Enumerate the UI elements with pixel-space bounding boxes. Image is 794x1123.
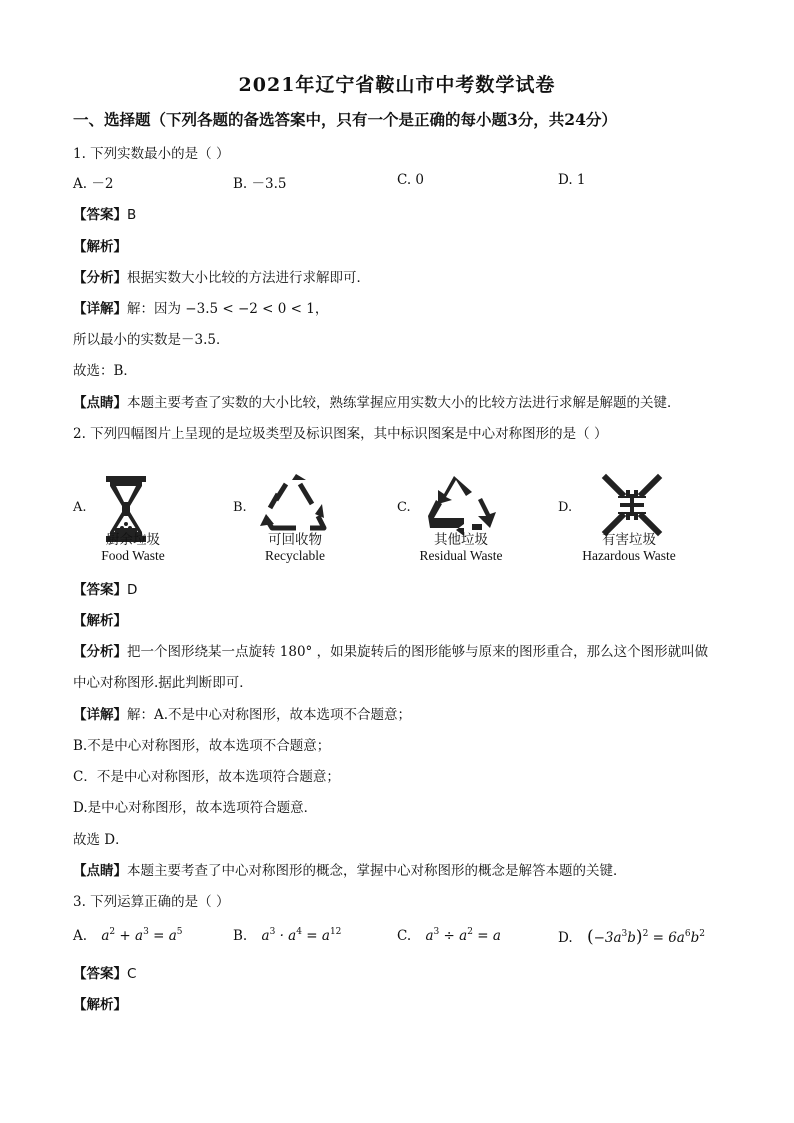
q1-answer bbox=[73, 203, 136, 223]
q2-fenxi-cont: 中心对称图形.据此判断即可． bbox=[73, 675, 253, 691]
q2-dianjing bbox=[73, 859, 627, 879]
q2-fig-c-cn: 其他垃圾 bbox=[434, 532, 488, 548]
q2-fenxi bbox=[73, 640, 708, 660]
fenxi-tag: 【分析】 bbox=[73, 270, 127, 286]
formula: $a^2 + a^3 = a^5$ bbox=[101, 927, 183, 944]
xiangjie-text: 解：A.不是中心对称图形，故本选项不合题意； bbox=[127, 707, 412, 723]
answer-tag: 【答案】 bbox=[73, 966, 127, 982]
page-title: 2021年辽宁省鞍山市中考数学试卷 bbox=[238, 74, 556, 96]
q2-line-c: C．不是中心对称图形，故本选项符合题意； bbox=[73, 769, 340, 785]
q3-option-d bbox=[558, 927, 705, 947]
answer-value: D bbox=[127, 582, 138, 598]
q1-conclusion: 所以最小的实数是－3.5． bbox=[73, 332, 230, 348]
answer-tag: 【答案】 bbox=[73, 207, 127, 223]
dianjing-tag: 【点睛】 bbox=[73, 863, 127, 879]
q2-stem: 2. 下列四幅图片上呈现的是垃圾类型及标识图案，其中标识图案是中心对称图形的是（ ） bbox=[73, 426, 608, 442]
q1-dianjing bbox=[73, 391, 681, 411]
q3-analysis-tag: 【解析】 bbox=[73, 997, 127, 1013]
q3-stem: 3. 下列运算正确的是（ ） bbox=[73, 894, 230, 910]
q1-select: 故选：B． bbox=[73, 363, 137, 379]
section-heading: 一、选择题（下列各题的备选答案中，只有一个是正确的每小题3分，共24分） bbox=[73, 110, 617, 129]
q3-option-b bbox=[233, 927, 341, 944]
q1-option-c: C. 0 bbox=[397, 172, 425, 188]
fenxi-tag: 【分析】 bbox=[73, 644, 127, 660]
fenxi-text: 根据实数大小比较的方法进行求解即可． bbox=[127, 270, 370, 286]
option-letter: A. bbox=[73, 928, 88, 944]
q2-fig-a-cn: 厨余垃圾 bbox=[106, 532, 160, 548]
q2-fig-c-letter: C. bbox=[397, 500, 411, 515]
q3-option-c bbox=[397, 927, 501, 944]
xiangjie-tag: 【详解】 bbox=[73, 301, 127, 317]
q2-line-d: D.是中心对称图形，故本选项符合题意． bbox=[73, 800, 318, 816]
q2-fig-d-cn: 有害垃圾 bbox=[602, 532, 656, 548]
q1-xiangjie bbox=[73, 297, 328, 317]
q1-option-d: D. 1 bbox=[558, 172, 586, 188]
q1-option-a: A. －2 bbox=[73, 176, 114, 192]
answer-tag: 【答案】 bbox=[73, 582, 127, 598]
q3-answer bbox=[73, 962, 136, 982]
q2-fig-d-letter: D. bbox=[558, 500, 573, 515]
q2-fig-b-en: Recyclable bbox=[265, 548, 325, 563]
dianjing-tag: 【点睛】 bbox=[73, 395, 127, 411]
q2-answer bbox=[73, 578, 137, 598]
q2-fig-a-letter: A. bbox=[73, 500, 87, 515]
q2-line-b: B.不是中心对称图形，故本选项不合题意； bbox=[73, 738, 331, 754]
formula: $a^3 \cdot a^4 = a^{12}$ bbox=[261, 927, 342, 944]
q3-option-a bbox=[73, 927, 183, 944]
fenxi-text: 把一个图形绕某一点旋转 180° ，如果旋转后的图形能够与原来的图形重合，那么这个图形就叫做 bbox=[127, 644, 709, 660]
option-letter: C. bbox=[397, 928, 412, 944]
answer-value: C bbox=[127, 966, 137, 982]
q2-fig-c-en: Residual Waste bbox=[419, 548, 503, 563]
xiangjie-tag: 【详解】 bbox=[73, 707, 127, 723]
q2-select: 故选 D． bbox=[73, 832, 129, 848]
xiangjie-text: 解：因为 −3.5 < −2 < 0 < 1， bbox=[127, 301, 329, 317]
q1-fenxi bbox=[73, 266, 370, 286]
option-letter: D. bbox=[558, 930, 573, 946]
q2-xiangjie bbox=[73, 703, 411, 723]
dianjing-text: 本题主要考查了实数的大小比较，熟练掌握应用实数大小的比较方法进行求解是解题的关键． bbox=[127, 395, 681, 411]
option-letter: B. bbox=[233, 928, 248, 944]
formula: $(-3a^3b)^2 = 6a^6b^2$ bbox=[586, 927, 705, 947]
q1-analysis-tag: 【解析】 bbox=[73, 239, 127, 255]
q2-fig-b-letter: B. bbox=[233, 500, 247, 515]
q2-fig-a-en: Food Waste bbox=[101, 548, 165, 563]
answer-value: B bbox=[127, 207, 137, 223]
dianjing-text: 本题主要考查了中心对称图形的概念，掌握中心对称图形的概念是解答本题的关键． bbox=[127, 863, 627, 879]
q2-analysis-tag: 【解析】 bbox=[73, 613, 127, 629]
q2-fig-b-cn: 可回收物 bbox=[268, 532, 322, 548]
q2-fig-d-en: Hazardous Waste bbox=[582, 548, 676, 563]
formula: $a^3 \div a^2 = a$ bbox=[425, 927, 501, 944]
q1-option-b: B. －3.5 bbox=[233, 176, 287, 192]
q1-stem: 1. 下列实数最小的是（ ） bbox=[73, 146, 230, 162]
